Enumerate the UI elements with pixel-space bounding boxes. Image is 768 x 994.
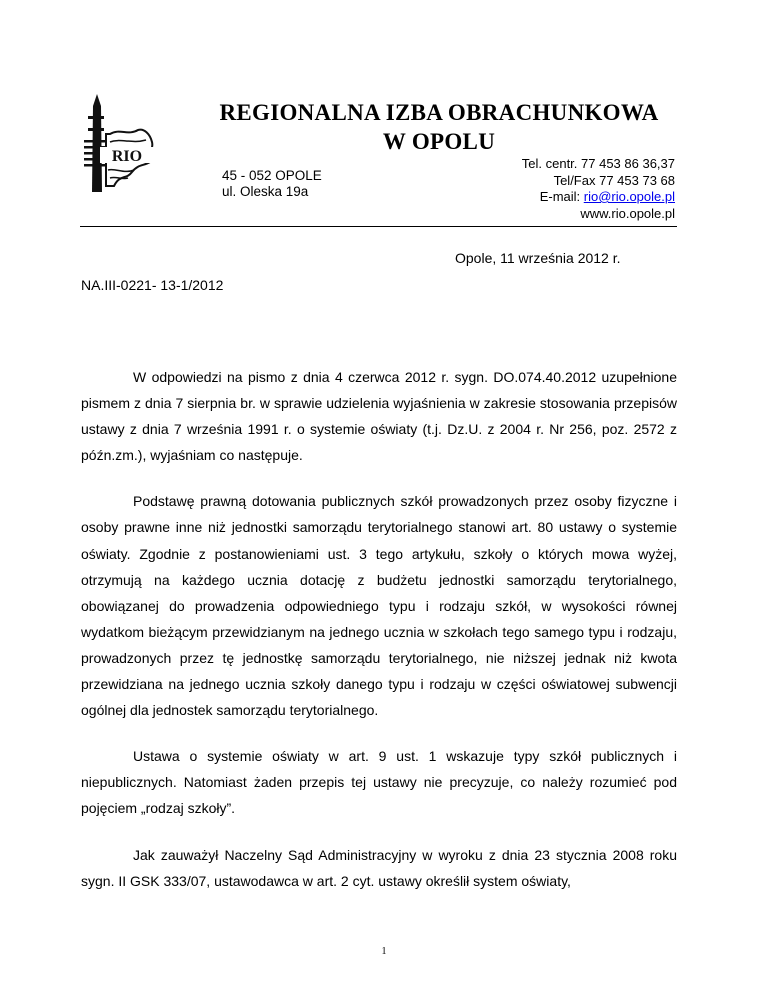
street-address: ul. Oleska 19a [222, 184, 309, 199]
paragraph: Podstawę prawną dotowania publicznych szkół prowadzonych przez osoby fizyczne i osoby prawne inne niż jednostki samorządu terytorialnego stanowi art. 80 ustawy o systemie oświaty. Zgodnie z postanowieniami ust. 3 tego artykułu, szkoły o których mowa wyżej, otrzymują na każdego ucznia dotację z budżetu jednostki samorządu terytorialnego, obowiązanej do prowadzenia odpowiedniego typu i rodzaju szkół, w wysokości równej wydatkom bieżącym przewidzianym na jednego ucznia w szkołach tego samego typu i rodzaju, prowadzonych przez tę jednostkę samorządu terytorialnego, nie niższej jednak niż kwota przewidziana na jednego ucznia szkoły danego typu i rodzaju w części oświatowej subwencji ogólnej dla jednostek samorządu terytorialnego. [81, 493, 677, 719]
email-label: E-mail: [539, 189, 584, 204]
organization-title [200, 98, 678, 156]
postal-code-city: 45 - 052 OPOLE [222, 168, 322, 183]
contact-block [522, 156, 675, 222]
paragraph: Ustawa o systemie oświaty w art. 9 ust. 1 wskazuje typy szkół publicznych i niepublicznych. Natomiast żaden przepis tej ustawy nie precyzuje, co należy rozumieć pod pojęciem „rodzaj szkoły”. [81, 748, 677, 817]
phone-number: Tel. centr. 77 453 86 36,37 [521, 156, 675, 171]
header-divider [80, 226, 677, 227]
paragraph: Jak zauważył Naczelny Sąd Administracyjny w wyroku z dnia 23 stycznia 2008 roku sygn. II GSK 333/07, ustawodawca w art. 2 cyt. ustawy określił system oświaty, [81, 846, 677, 889]
rio-logo [80, 94, 158, 192]
logo-text: RIO [111, 148, 143, 165]
fax-number: Tel/Fax 77 453 73 68 [553, 172, 675, 188]
title-line-2: W OPOLU [382, 129, 496, 154]
page-number: 1 [381, 946, 387, 957]
reference-number: NA.III-0221- 13-1/2012 [81, 277, 224, 293]
email-link[interactable]: rio@rio.opole.pl [583, 189, 675, 204]
document-date: Opole, 11 września 2012 r. [455, 250, 621, 266]
email-line [522, 189, 675, 206]
address-block [222, 168, 322, 200]
website: www.rio.opole.pl [580, 205, 675, 221]
paragraph: W odpowiedzi na pismo z dnia 4 czerwca 2012 r. sygn. DO.074.40.2012 uzupełnione pismem z dnia 7 sierpnia br. w sprawie udzielenia wyjaśnienia w zakresie stosowania przepisów ustawy z dnia 7 września 1991 r. o systemie oświaty (t.j. Dz.U. z 2004 r. Nr 256, poz. 2572 z późn.zm.), wyjaśniam co następuje. [81, 369, 677, 464]
title-line-1: REGIONALNA IZBA OBRACHUNKOWA [219, 100, 659, 125]
letter-body [81, 364, 677, 914]
